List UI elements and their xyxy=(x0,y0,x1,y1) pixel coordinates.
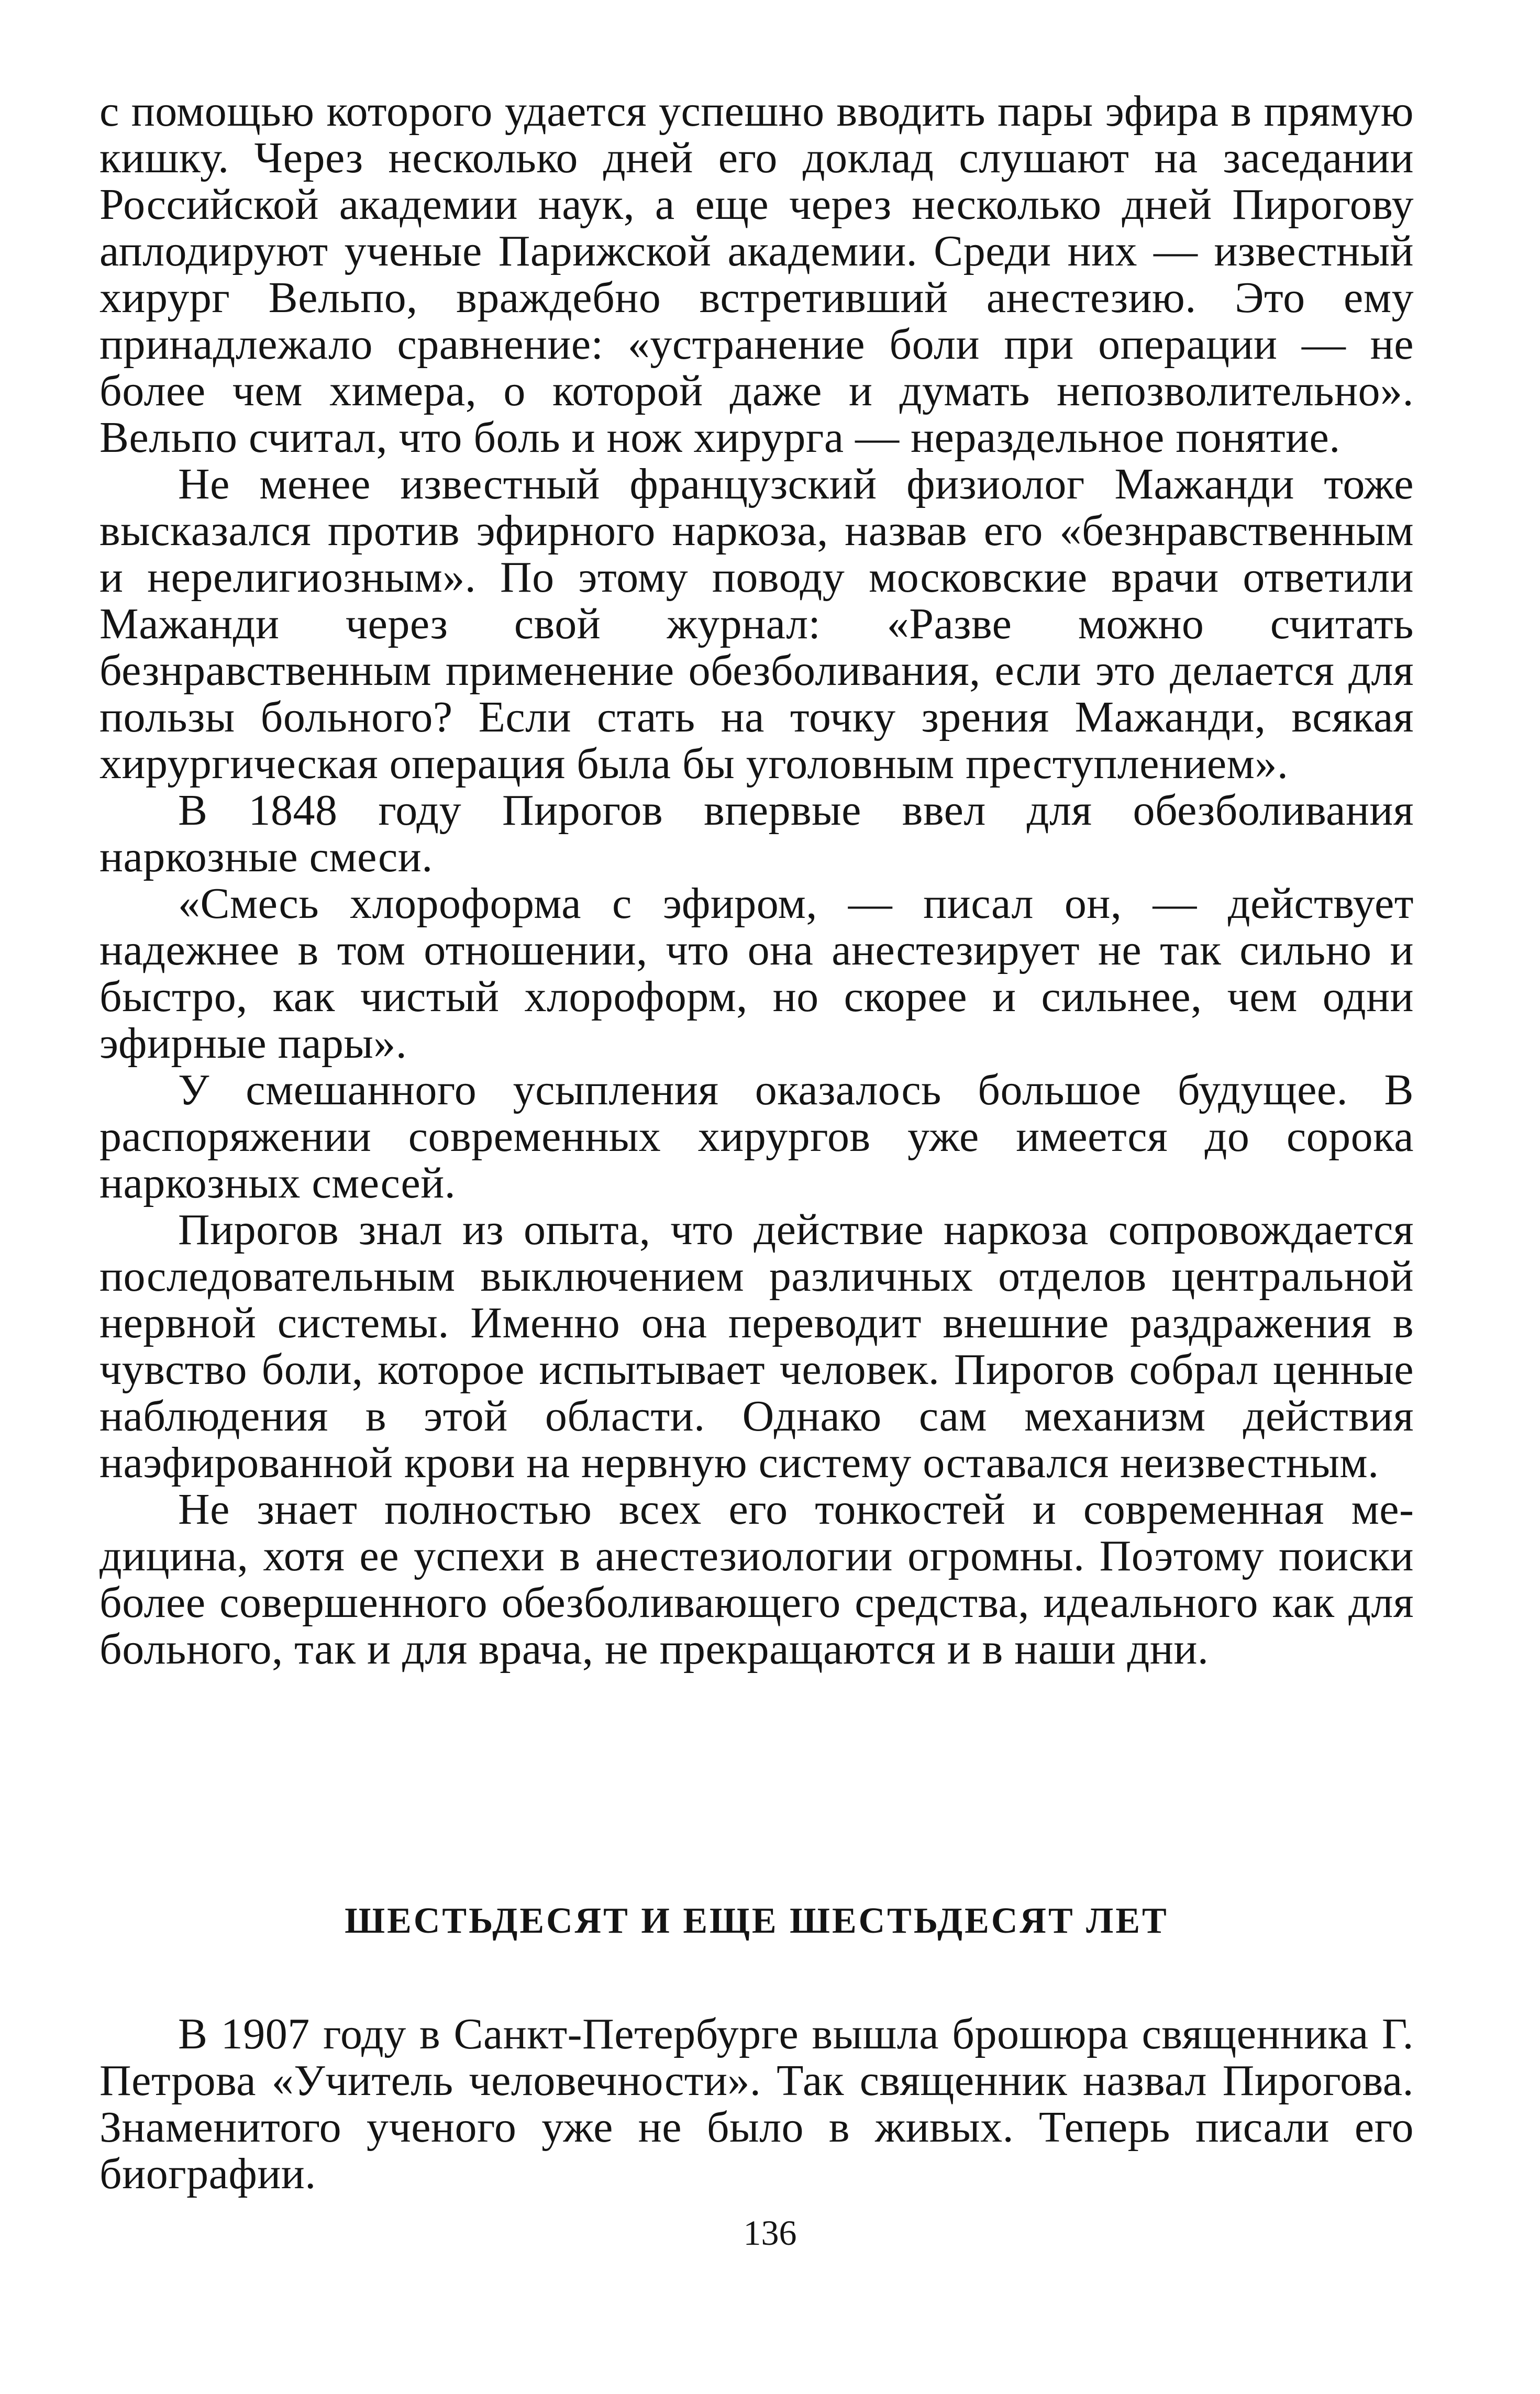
paragraph-1848: В 1848 году Пирогов впервые ввел для обезболивания наркозные смеси. xyxy=(99,786,1414,881)
paragraph-mixed-anesthesia: У смешанного усыпления оказалось большое будущее. В распоряжении современных хирургов уже имеется до сорока наркозных смесей. xyxy=(99,1066,1414,1207)
paragraph-modern-medicine: Не знает полностью всех его тонкостей и современная медицина, хотя ее успехи в анестезиологии огромны. Поэтому поиски более совершенного обезболивающего средства, идеального как для больного, так и для врача, не прекращаются и в наши дни. xyxy=(99,1485,1414,1673)
paragraph-experience: Пирогов знал из опыта, что действие наркоза сопровождается последовательным выключением различных отделов центральной нервной системы. Именно она переводит внешние раздражения в чувство боли, которое испытывает человек. Пирогов собрал ценные наблюдения в этой области. Однако сам механизм действия наэфированной крови на нервную систему оставался неизвестным. xyxy=(99,1205,1414,1487)
paragraph-continuation: с помощью которого удается успешно вводить пары эфира в прямую кишку. Через несколько дней его доклад слушают на заседании Российской академии наук, а еще через несколько дней Пирогову аплодируют ученые Парижской академии. Среди них — известный хирург Вельпо, враждебно встретивший анестезию. Это ему принадлежало сравнение: «устранение боли при операции — не более чем химера, о которой даже и думать непозволительно». Вельпо считал, что боль и нож хирурга — нераздельное понятие. xyxy=(99,87,1414,462)
section-heading: ШЕСТЬДЕСЯТ И ЕЩЕ ШЕСТЬДЕСЯТ ЛЕТ xyxy=(345,1901,1169,1941)
paragraph-1907: В 1907 году в Санкт-Петербурге вышла брошюра священника Г. Петрова «Учитель человечности». Так священник назвал Пирогова. Знаменитого ученого уже не было в живых. Теперь писали его биографии. xyxy=(99,2010,1414,2198)
body-text-top xyxy=(99,88,1414,1672)
page-number: 136 xyxy=(743,2213,797,2253)
paragraph-quote-mixture: «Смесь хлороформа с эфиром, — писал он, — действует надежнее в том отношении, что она анестезирует не так сильно и быстро, как чистый хлороформ, но скорее и сильнее, чем одни эфирные пары». xyxy=(99,879,1414,1068)
paragraph-magendie: Не менее известный французский физиолог Мажанди тоже высказался против эфирного наркоза, назвав его «безнравственным и нерелигиозным». По этому поводу московские врачи ответили Мажанди через свой журнал: «Разве можно считать безнравственным применение обезболивания, если это делается для пользы больного? Если стать на точку зрения Мажанди, всякая хирургическая операция была бы уголовным преступлением». xyxy=(99,460,1414,788)
body-text-bottom xyxy=(99,2011,1414,2197)
